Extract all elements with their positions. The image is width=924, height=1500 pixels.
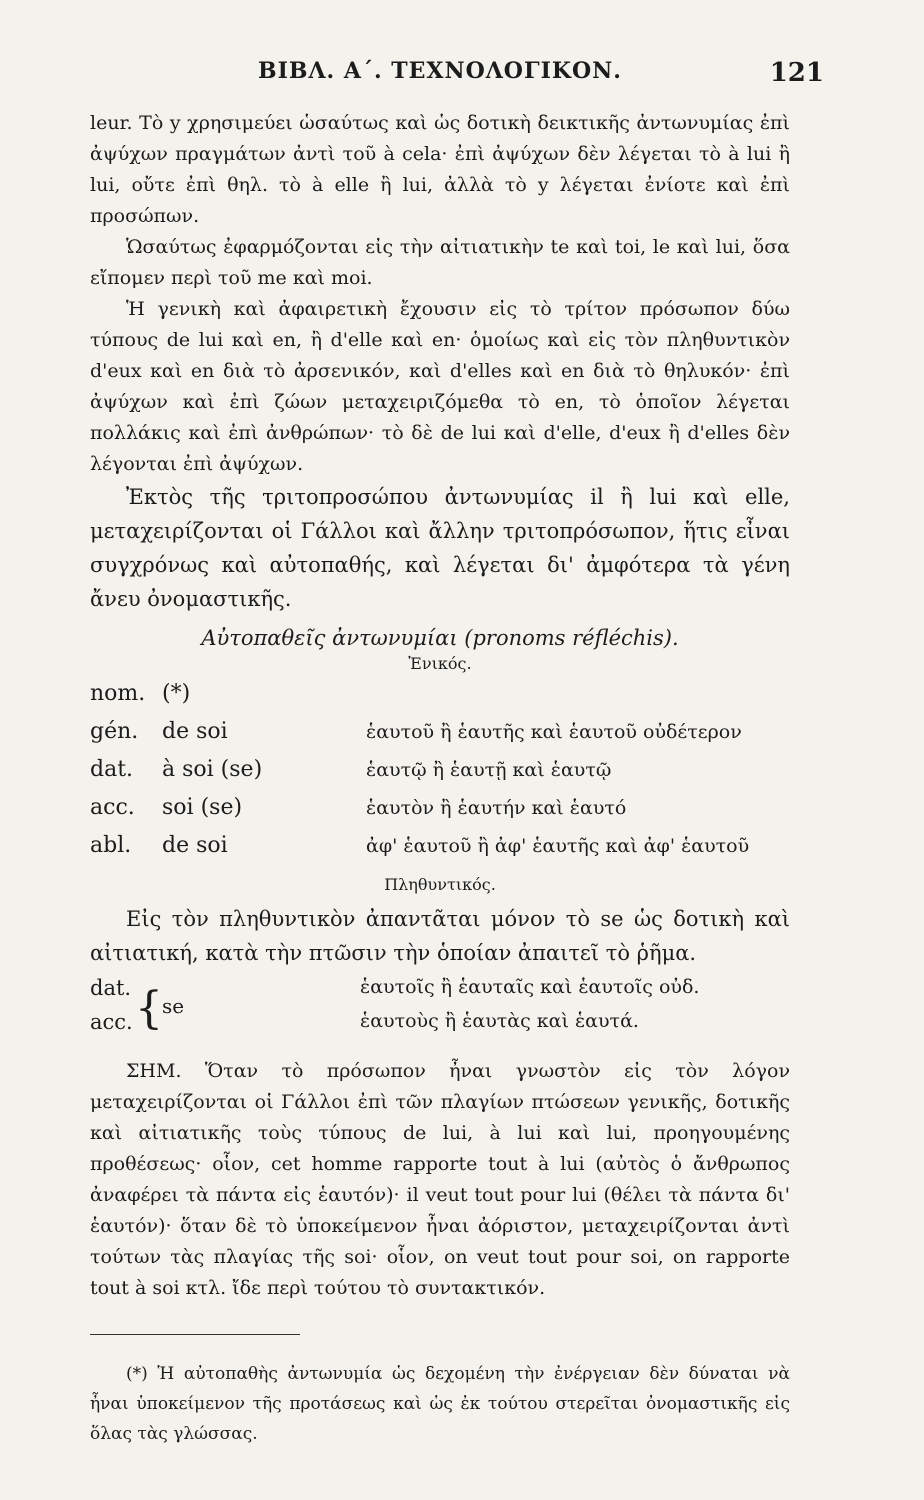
table-row — [90, 833, 790, 871]
paragraph-1: leur. Τὸ y χρησιμεύει ὡσαύτως καὶ ὡς δοτικὴ δεικτικῆς ἀντωνυμίας ἐπὶ ἀψύχων πραγμάτων ἀντὶ τοῦ à cela· ἐπὶ ἀψύχων δὲν λέγεται τὸ à lui ἢ lui, οὔτε ἐπὶ θηλ. τὸ à elle ἢ lui, ἀλλὰ τὸ y λέγεται ἐνίοτε καὶ ἐπὶ προσώπων. — [90, 112, 790, 227]
page-number: 121 — [769, 58, 824, 88]
greek-form: ἑαυτοῖς ἢ ἑαυταῖς καὶ ἑαυτοῖς οὐδ. — [360, 976, 700, 998]
french-form: (*) — [162, 681, 191, 706]
paragraph-2: Ὡσαύτως ἐφαρμόζονται εἰς τὴν αἰτιατικὴν te καὶ toi, le καὶ lui, ὅσα εἴπομεν περὶ τοῦ me καὶ moi. — [90, 236, 790, 289]
case-label: gén. — [90, 719, 139, 744]
case-label: acc. — [90, 795, 135, 820]
table-row — [90, 681, 790, 719]
case-label: abl. — [90, 833, 132, 858]
french-form: de soi — [162, 719, 228, 744]
greek-form: ἑαυτοὺς ἢ ἑαυτὰς καὶ ἑαυτά. — [360, 1010, 639, 1032]
french-form: se — [162, 994, 185, 1018]
footnote: (*) Ἡ αὐτοπαθὴς ἀντωνυμία ὡς δεχομένη τὴν ἐνέργειαν δὲν δύναται νὰ ἦναι ὑποκείμενον τῆς προτάσεως καὶ ὡς ἐκ τούτου στερεῖται ὀνομαστικῆς εἰς ὅλας τὰς γλώσσας. — [90, 1364, 790, 1444]
greek-form: ἑαυτὸν ἢ ἑαυτήν καὶ ἑαυτό — [366, 797, 627, 819]
plural-forms — [90, 976, 790, 1042]
case-label: dat. — [90, 757, 134, 782]
greek-form: ἑαυτοῦ ἢ ἑαυτῆς καὶ ἑαυτοῦ οὐδέτερον — [366, 721, 742, 743]
table-row — [90, 757, 790, 795]
table-row — [90, 795, 790, 833]
french-form: à soi (se) — [162, 757, 263, 782]
header-title: ΒΙΒΛ. Α΄. ΤΕΧΝΟΛΟΓΙΚΟΝ. — [258, 58, 622, 84]
paragraph-4: Ἐκτὸς τῆς τριτοπροσώπου ἀντωνυμίας il ἢ lui καὶ elle, μεταχειρίζονται οἱ Γάλλοι καὶ ἄλλην τριτοπρόσωπον, ἥτις εἶναι συγχρόνως καὶ αὐτοπαθής, καὶ λέγεται δι' ἀμφότερα τὰ γένη ἄνευ ὀνομαστικῆς. — [90, 485, 790, 611]
singular-label: Ἑνικός. — [408, 654, 472, 673]
french-form: de soi — [162, 833, 228, 858]
running-header — [90, 58, 824, 98]
table-row — [90, 719, 790, 757]
page-body — [90, 108, 790, 1449]
greek-form: ἀφ' ἑαυτοῦ ἢ ἀφ' ἑαυτῆς καὶ ἀφ' ἑαυτοῦ — [366, 835, 750, 857]
paradigm-table — [90, 681, 790, 871]
brace-icon: { — [135, 983, 163, 1034]
paragraph-3: Ἡ γενικὴ καὶ ἀφαιρετικὴ ἔχουσιν εἰς τὸ τρίτον πρόσωπον δύω τύπους de lui καὶ en, ἢ d'elle καὶ en· ὁμοίως καὶ εἰς τὸν πληθυντικὸν d'eux καὶ en διὰ τὸ ἀρσενικόν, καὶ d'elles καὶ en διὰ τὸ θηλυκόν· ἐπὶ ἀψύχων καὶ ἐπὶ ζώων μεταχειριζόμεθα τὸ en, τὸ ὁποῖον λέγεται πολλάκις καὶ ἐπὶ ἀνθρώπων· τὸ δὲ de lui καὶ d'elle, d'eux ἢ d'elles δὲν λέγονται ἐπὶ ἀψύχων. — [90, 298, 790, 475]
section-heading: Αὐτοπαθεῖς ἀντωνυμίαι (pronoms réfléchis). — [201, 626, 679, 650]
note-paragraph: ΣΗΜ. Ὅταν τὸ πρόσωπον ἦναι γνωστὸν εἰς τὸν λόγον μεταχειρίζονται οἱ Γάλλοι ἐπὶ τῶν πλαγίων πτώσεων γενικῆς, δοτικῆς καὶ αἰτιατικῆς τοὺς τύπους de lui, à lui καὶ lui, προηγουμένης προθέσεως· οἷον, cet homme rapporte tout à lui (αὐτὸς ὁ ἄνθρωπος ἀναφέρει τὰ πάντα εἰς ἑαυτόν)· il veut tout pour lui (θέλει τὰ πάντα δι' ἑαυτόν)· ὅταν δὲ τὸ ὑποκείμενον ἦναι ἀόριστον, μεταχειρίζονται ἀντὶ τούτων τὰς πλαγίας τῆς soi· οἷον, on veut tout pour soi, on rapporte tout à soi κτλ. ἴδε περὶ τούτου τὸ συντακτικόν. — [90, 1060, 790, 1299]
french-form: soi (se) — [162, 795, 243, 820]
case-label: dat. — [90, 976, 132, 1000]
case-label: nom. — [90, 681, 146, 706]
greek-form: ἑαυτῷ ἢ ἑαυτῇ καὶ ἑαυτῷ — [366, 759, 612, 781]
plural-label: Πληθυντικός. — [384, 875, 496, 894]
footnote-divider — [90, 1334, 300, 1335]
case-label: acc. — [90, 1010, 133, 1034]
plural-paragraph: Εἰς τὸν πληθυντικὸν ἀπαντᾶται μόνον τὸ se ὡς δοτικὴ καὶ αἰτιατική, κατὰ τὴν πτῶσιν τὴν ὁποίαν ἀπαιτεῖ τὸ ῥῆμα. — [90, 907, 790, 965]
